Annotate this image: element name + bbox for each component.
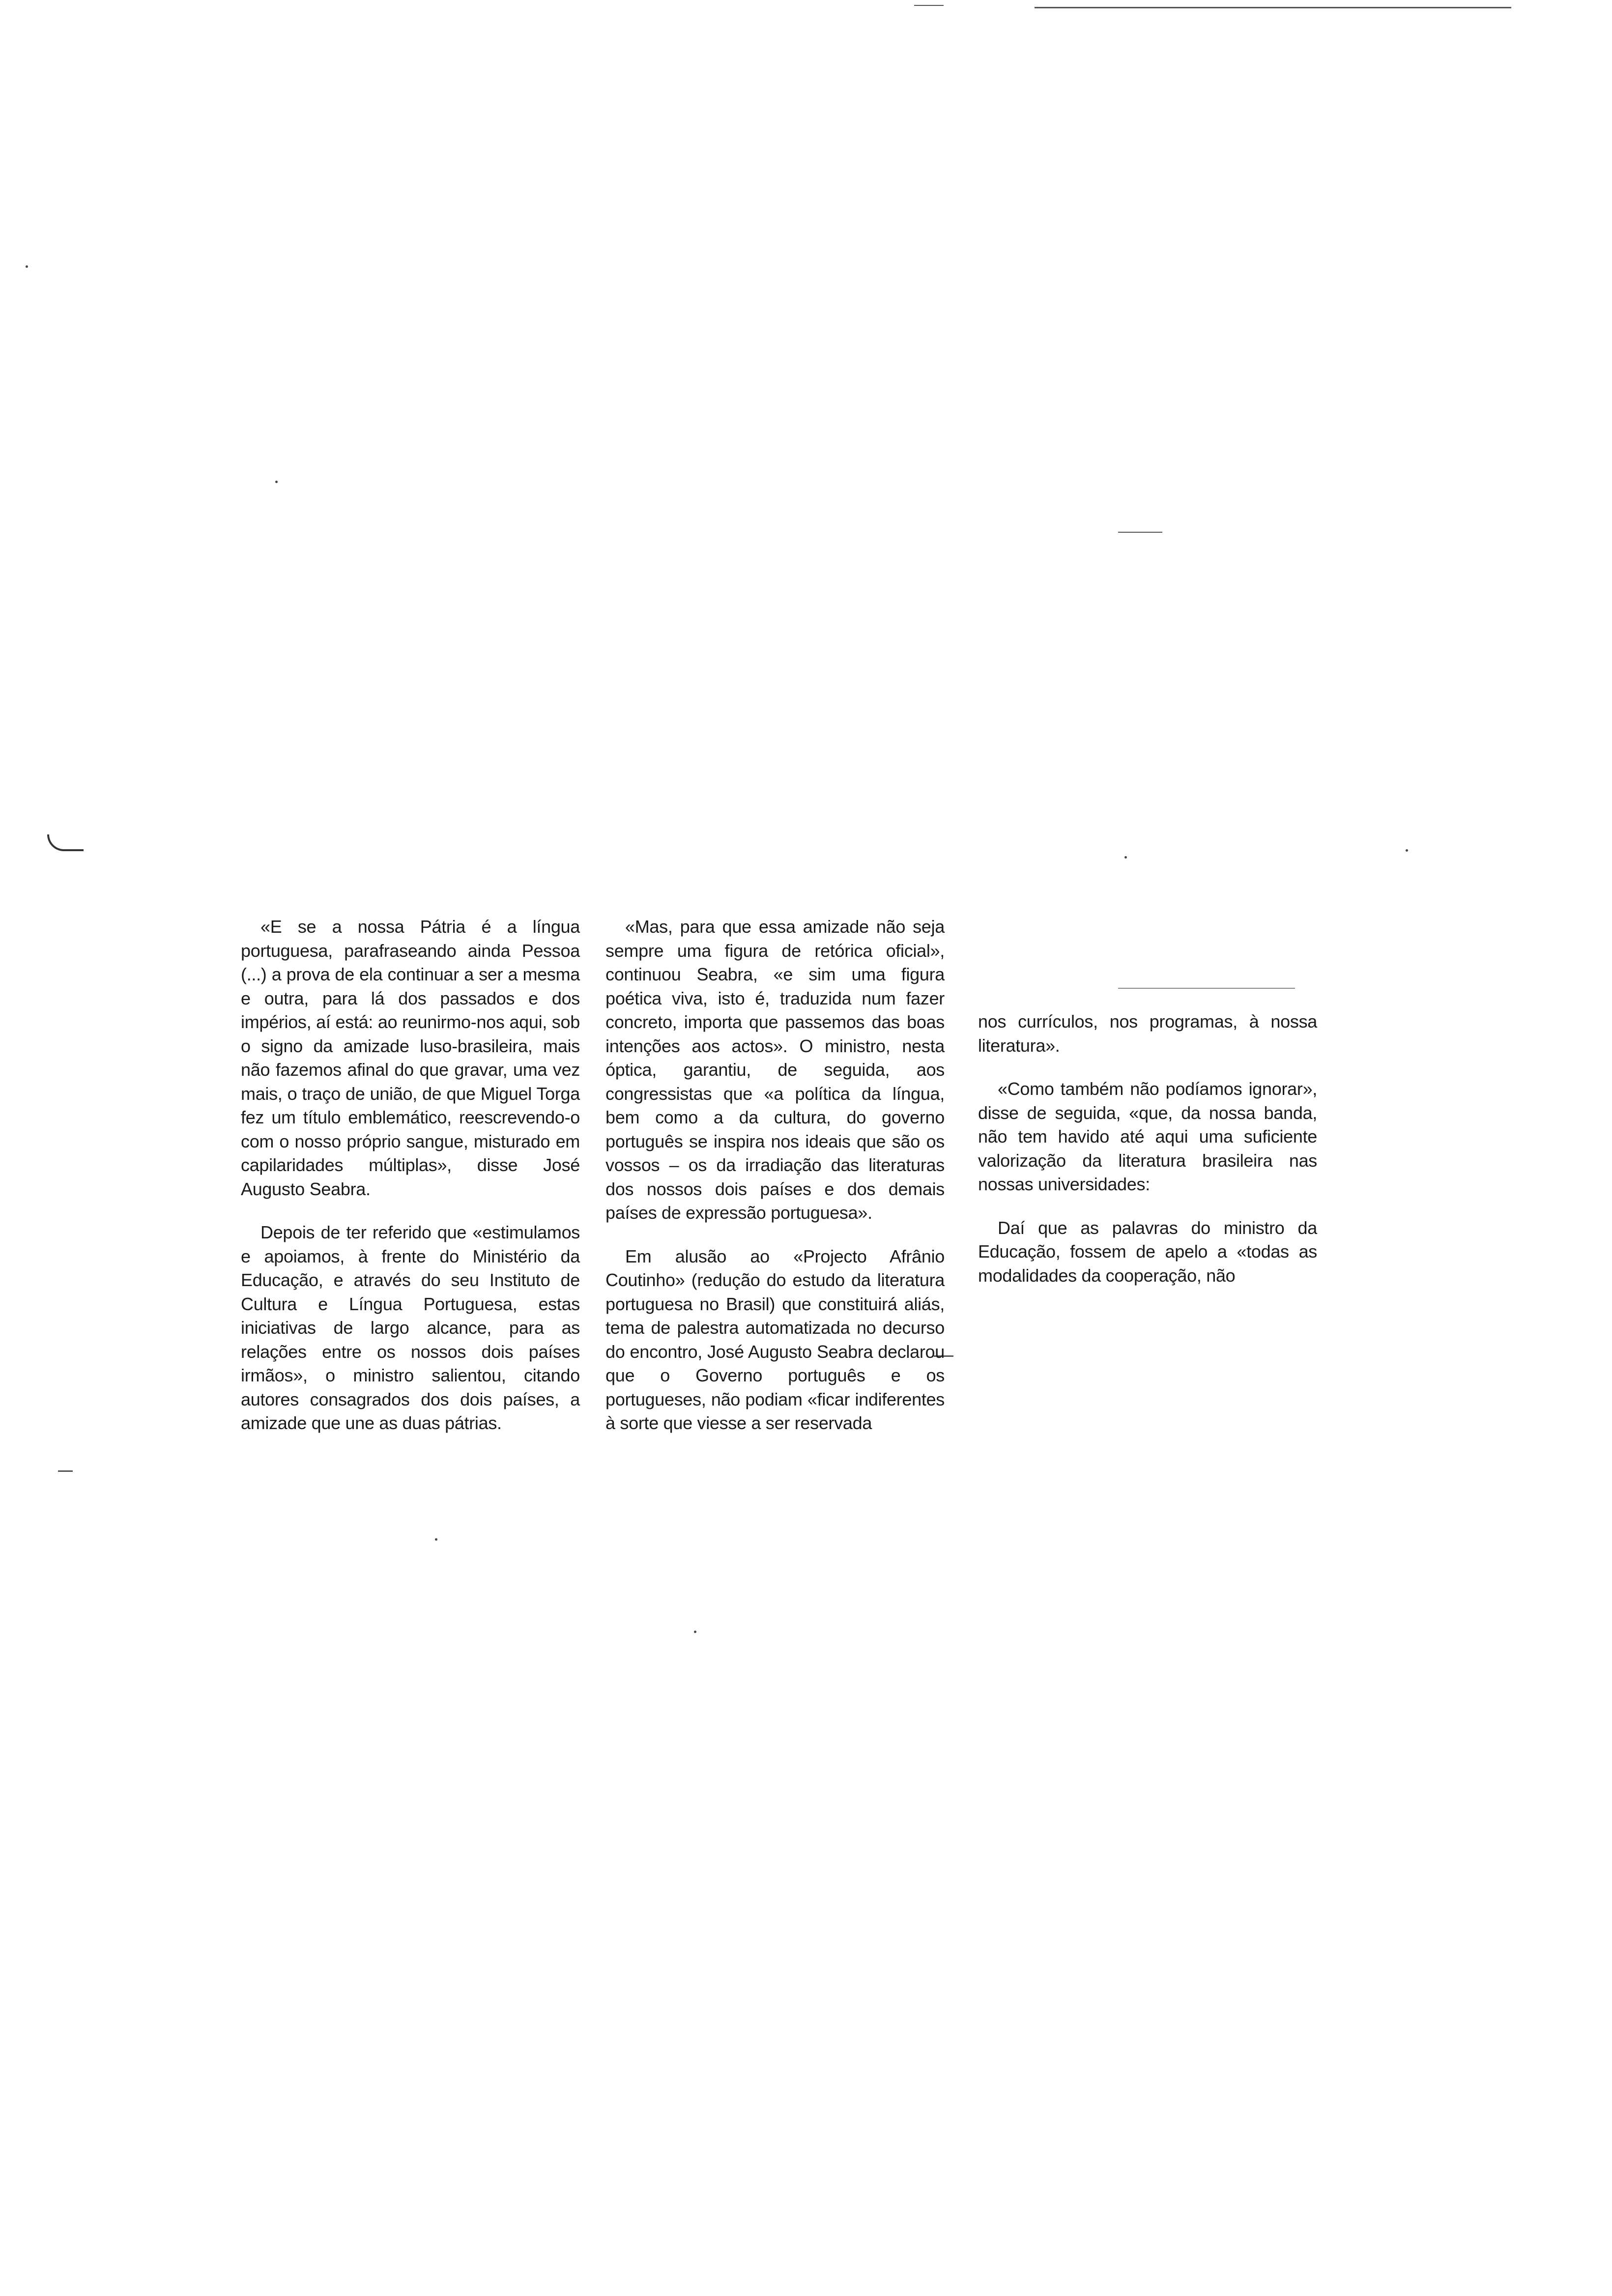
speck <box>435 1538 437 1541</box>
article-column-1 <box>241 915 580 1455</box>
article-paragraph: «Mas, para que essa amizade não seja sempre uma figura de retórica oficial», continuou Seabra, «e sim uma figura poética viva, isto é, traduzida num fazer concreto, importa que passemos das boas intenções aos actos». O ministro, nesta óptica, garantiu, de seguida, aos congressistas que «a política da língua, bem como a da cultura, do governo português se inspira nos ideais que são os vossos – os da irradiação das literaturas dos nossos dois países e dos demais países de expressão portuguesa». <box>605 917 945 1223</box>
article-paragraph: Depois de ter referido que «estimulamos e apoiamos, à frente do Ministério da Educação, e através do seu Instituto de Cultura e Língua Portuguesa, estas iniciativas de largo alcance, para as relações entre os nossos dois países irmãos», o ministro salientou, citando autores consagrados dos dois países, a amizade que une as duas pátrias. <box>241 1222 580 1433</box>
article-paragraph: «E se a nossa Pátria é a língua portuguesa, parafraseando ainda Pessoa (...) a prova de ela continuar a ser a mesma e outra, para lá dos passados e dos impérios, aí está: ao reunirmo-nos aqui, sob o signo da amizade luso-brasileira, mais não fazemos afinal do que gravar, uma vez mais, o traço de união, de que Miguel Torga fez um título emblemático, reescrevendo-o com o nosso próprio sangue, misturado em capilaridades múltiplas», disse José Augusto Seabra. <box>241 917 580 1199</box>
stray-mark-left-margin <box>58 1470 73 1472</box>
stray-mark <box>1118 532 1162 533</box>
stray-mark-column-top <box>1118 988 1295 989</box>
article-paragraph-continued: nos currículos, nos programas, à nossa literatura». <box>978 1011 1317 1056</box>
speck <box>694 1631 696 1633</box>
clipping-edge-curve <box>47 834 84 851</box>
top-edge-rule-short <box>914 5 944 6</box>
article-paragraph: Daí que as palavras do ministro da Educação, fossem de apelo a «todas as modalidades da cooperação, não <box>978 1217 1317 1286</box>
speck <box>1124 856 1127 859</box>
speck <box>26 265 28 268</box>
article-column-2 <box>605 915 945 1455</box>
article-paragraph: «Como também não podíamos ignorar», disse de seguida, «que, da nossa banda, não tem havido até aqui uma suficiente valorização da literatura brasileira nas nossas universidades: <box>978 1079 1317 1194</box>
top-edge-rule <box>1035 7 1511 8</box>
article-column-3 <box>978 1010 1317 1307</box>
speck <box>1406 849 1408 852</box>
speck <box>275 481 278 483</box>
article-paragraph: Em alusão ao «Projecto Afrânio Coutinho» (redução do estudo da literatura portuguesa no Brasil) que constituirá aliás, tema de palestra automatizada no decurso do encontro, José Augusto Seabra declarou que o Governo português e os portugueses, não podiam «ficar indiferentes à sorte que viesse a ser reservada <box>605 1246 945 1433</box>
